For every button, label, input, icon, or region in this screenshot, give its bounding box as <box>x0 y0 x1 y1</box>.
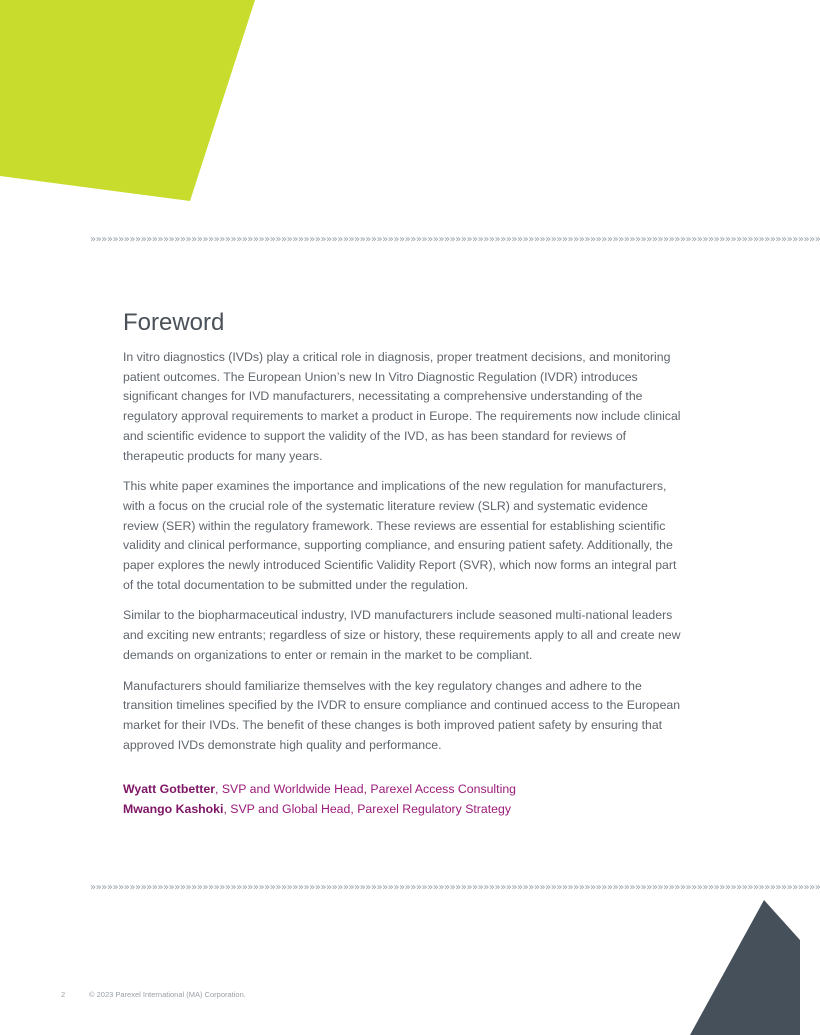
foreword-section <box>123 308 683 819</box>
signature-role: , SVP and Global Head, Parexel Regulatory Strategy <box>223 802 511 817</box>
foreword-paragraph-1: In vitro diagnostics (IVDs) play a critical role in diagnosis, proper treatment decisions, and monitoring patient outcomes. The European Union’s new In Vitro Diagnostic Regulation (IVDR) introduces significant changes for IVD manufacturers, necessitating a comprehensive understanding of the regulatory approval requirements to market a product in Europe. The requirements now include clinical and scientific evidence to support the validity of the IVD, as has been standard for reviews of therapeutic products for many years. <box>123 350 681 463</box>
signature-line <box>123 799 683 819</box>
foreword-paragraph-4: Manufacturers should familiarize themselves with the key regulatory changes and adhere to the transition timelines specified by the IVDR to ensure compliance and continued access to the European market for their IVDs. The benefit of these changes is both improved patient safety by ensuring that approved IVDs demonstrate high quality and performance. <box>123 678 681 752</box>
foreword-title: Foreword <box>123 309 225 336</box>
signature-role: , SVP and Worldwide Head, Parexel Access Consulting <box>215 782 516 797</box>
signature-block <box>123 779 683 819</box>
copyright-text: © 2023 Parexel International (MA) Corporation. <box>89 990 246 999</box>
foreword-paragraph-3: Similar to the biopharmaceutical industry, IVD manufacturers include seasoned multi-national leaders and exciting new entrants; regardless of size or history, these requirements apply to all and create new demands on organizations to enter or remain in the market to be compliant. <box>123 608 681 662</box>
foreword-paragraph-2: This white paper examines the importance and implications of the new regulation for manufacturers, with a focus on the crucial role of the systematic literature review (SLR) and systematic evidence review (SER) within the regulatory framework. These reviews are essential for establishing scientific validity and clinical performance, supporting compliance, and ensuring patient safety. Additionally, the paper explores the newly introduced Scientific Validity Report (SVR), which now forms an integral part of the total documentation to be submitted under the regulation. <box>123 479 677 592</box>
slate-corner-shape <box>690 900 800 1035</box>
chevron-divider-bottom: »»»»»»»»»»»»»»»»»»»»»»»»»»»»»»»»»»»»»»»»»»»»»»»»»»»»»»»»»»»»»»»»»»»»»»»»»»»»»»»»»»»»»»»»»»»»»»»»»»»»»»»»»»»»»»»»»»»»»»»»»»»»»»»»»» <box>90 882 820 893</box>
chevron-divider-top: »»»»»»»»»»»»»»»»»»»»»»»»»»»»»»»»»»»»»»»»»»»»»»»»»»»»»»»»»»»»»»»»»»»»»»»»»»»»»»»»»»»»»»»»»»»»»»»»»»»»»»»»»»»»»»»»»»»»»»»»»»»»»»»»»» <box>90 234 820 245</box>
green-corner-shape <box>0 0 260 205</box>
signature-name: Wyatt Gotbetter <box>123 782 216 797</box>
signature-line <box>123 779 683 799</box>
signature-name: Mwango Kashoki <box>123 802 224 817</box>
page-number: 2 <box>61 990 66 999</box>
page-footer <box>61 990 246 999</box>
